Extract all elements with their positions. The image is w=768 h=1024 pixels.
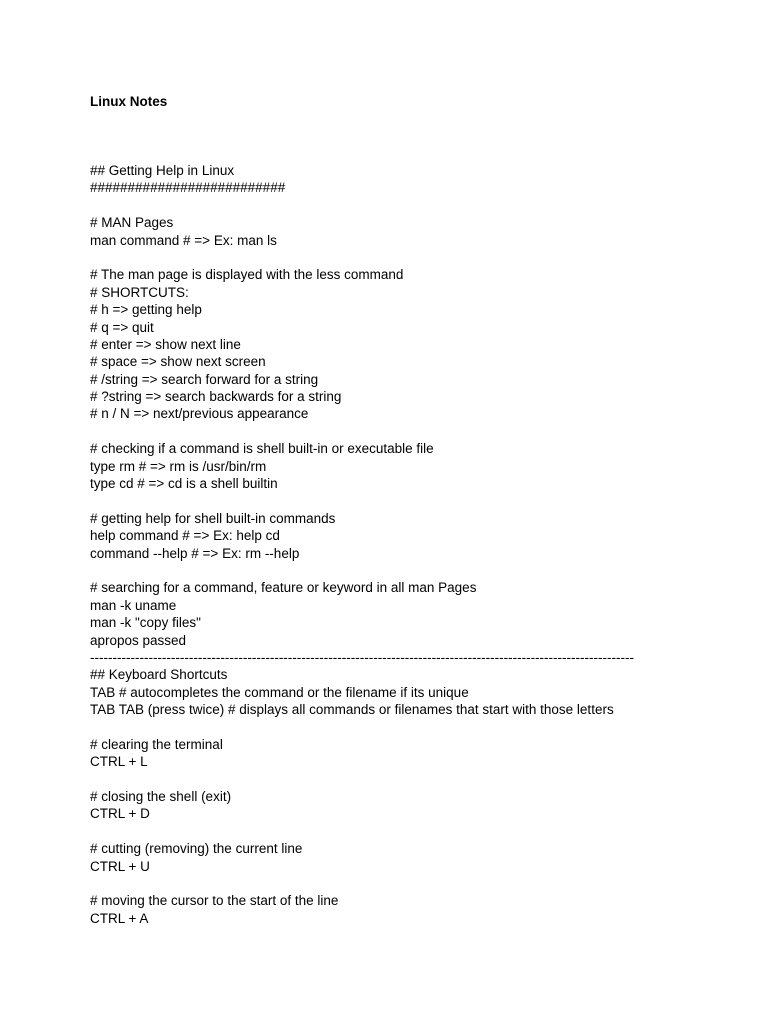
text-line: ########################## [90, 180, 286, 196]
text-line: man -k uname [90, 597, 177, 613]
text-line: type rm # => rm is /usr/bin/rm [90, 458, 267, 474]
text-line: # ?string => search backwards for a string [90, 389, 342, 405]
text-line: type cd # => cd is a shell builtin [90, 476, 278, 492]
text-line [90, 423, 670, 440]
text-line: # checking if a command is shell built-in or executable file [90, 441, 434, 457]
text-line: # moving the cursor to the start of the line [90, 893, 339, 909]
text-line: # SHORTCUTS: [90, 284, 189, 300]
text-line [90, 492, 670, 509]
text-line: help command # => Ex: help cd [90, 528, 280, 544]
text-line [90, 771, 670, 788]
text-line [90, 249, 670, 266]
text-line: # searching for a command, feature or keyword in all man Pages [90, 580, 477, 596]
document-title: Linux Notes [90, 94, 168, 109]
text-line: command --help # => Ex: rm --help [90, 545, 300, 561]
text-line: # closing the shell (exit) [90, 789, 232, 805]
text-line: CTRL + L [90, 754, 148, 770]
text-line: # MAN Pages [90, 215, 174, 231]
text-line: # cutting (removing) the current line [90, 841, 303, 857]
text-line: # getting help for shell built-in commands [90, 510, 336, 526]
text-line: # q => quit [90, 319, 154, 335]
text-line: # The man page is displayed with the less command [90, 267, 404, 283]
text-line: TAB # autocompletes the command or the filename if its unique [90, 684, 469, 700]
text-line: # h => getting help [90, 302, 202, 318]
text-line: CTRL + D [90, 806, 150, 822]
text-line: man -k "copy files" [90, 615, 201, 631]
text-line: # enter => show next line [90, 336, 241, 352]
text-line: man command # => Ex: man ls [90, 232, 277, 248]
text-line: apropos passed [90, 632, 187, 648]
text-line: # space => show next screen [90, 354, 266, 370]
text-line: # n / N => next/previous appearance [90, 406, 309, 422]
document-body [90, 162, 670, 927]
text-line: # /string => search forward for a string [90, 371, 319, 387]
section-divider: ------------------------------------------------------------------------------------------------------------------------- [90, 649, 634, 665]
text-line: CTRL + A [90, 910, 149, 926]
text-line [90, 562, 670, 579]
text-line: ## Getting Help in Linux [90, 163, 235, 178]
text-line [90, 719, 670, 736]
text-line [90, 823, 670, 840]
text-line: # clearing the terminal [90, 736, 223, 752]
text-line: TAB TAB (press twice) # displays all commands or filenames that start with those letters [90, 702, 614, 718]
text-line: CTRL + U [90, 858, 150, 874]
text-line [90, 197, 670, 214]
text-line: ## Keyboard Shortcuts [90, 667, 228, 683]
text-line [90, 875, 670, 892]
